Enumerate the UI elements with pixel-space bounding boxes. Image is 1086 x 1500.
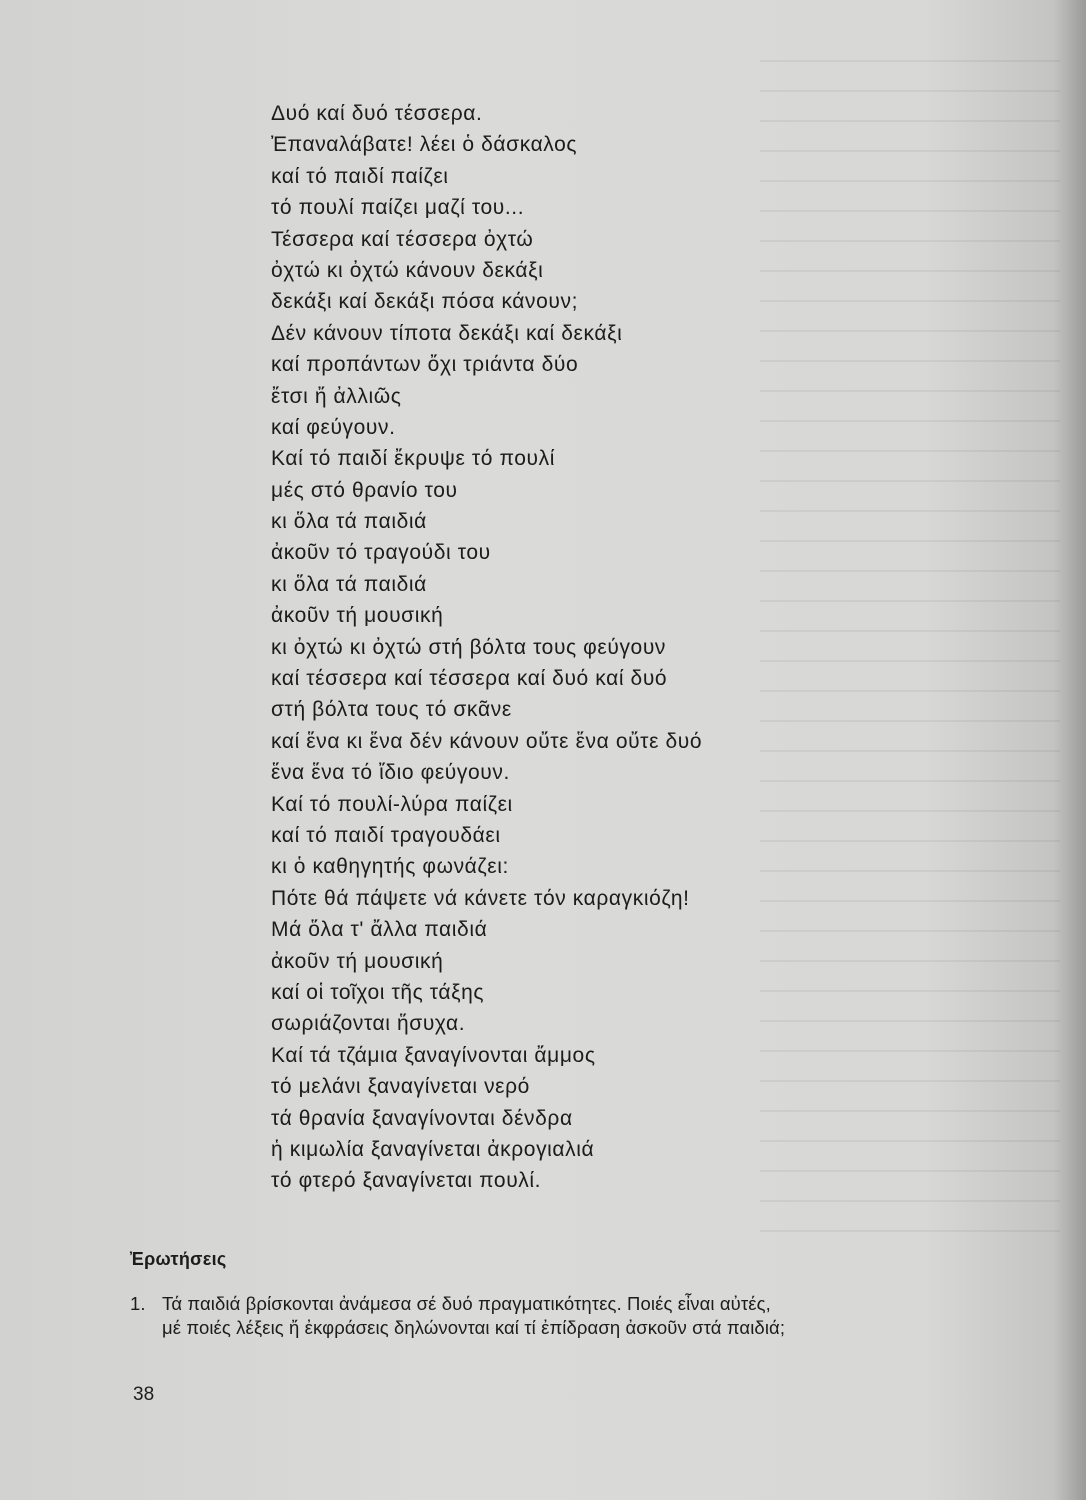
question-text-line: Τά παιδιά βρίσκονται ἀνάμεσα σέ δυό πραγματικότητες. Ποιές εἶναι αὐτές, — [162, 1293, 771, 1314]
poem-line: καί τέσσερα καί τέσσερα καί δυό καί δυό — [271, 667, 668, 691]
poem-line: ἕνα ἕνα τό ἴδιο φεύγουν. — [271, 761, 510, 785]
poem-line: στή βόλτα τους τό σκᾶνε — [271, 698, 512, 722]
poem-line: ἀκοῦν τή μουσική — [271, 604, 444, 628]
questions-heading: Ἐρωτήσεις — [130, 1249, 227, 1269]
poem-line: καί φεύγουν. — [271, 415, 396, 439]
show-through-texture — [760, 60, 1060, 1260]
poem-line: σωριάζονται ἥσυχα. — [271, 1012, 466, 1036]
poem-line: Ἐπαναλάβατε! λέει ὁ δάσκαλος — [271, 133, 578, 157]
poem-line: κι ὅλα τά παιδιά — [271, 572, 427, 596]
poem-line: Πότε θά πάψετε νά κάνετε τόν καραγκιόζη! — [271, 886, 690, 910]
poem-line: Μά ὅλα τ' ἄλλα παιδιά — [271, 918, 488, 942]
poem-line: καί οἱ τοῖχοι τῆς τάξης — [271, 980, 485, 1004]
questions-list — [130, 1292, 980, 1340]
question-number: 1. — [130, 1293, 146, 1314]
poem-line: μές στό θρανίο του — [271, 478, 458, 502]
poem-line: ἡ κιμωλία ξαναγίνεται ἀκρογιαλιά — [271, 1137, 595, 1161]
poem-line: Τέσσερα καί τέσσερα ὀχτώ — [271, 227, 534, 251]
poem-line: ἀκοῦν τή μουσική — [271, 949, 444, 973]
poem-line: τό φτερό ξαναγίνεται πουλί. — [271, 1169, 542, 1193]
poem-line: τό μελάνι ξαναγίνεται νερό — [271, 1075, 530, 1099]
poem-line: καί τό παιδί τραγουδάει — [271, 823, 501, 847]
poem-line: τό πουλί παίζει μαζί του... — [271, 196, 525, 220]
poem-line: τά θρανία ξαναγίνονται δένδρα — [271, 1106, 573, 1130]
poem-line: Καί τό πουλί-λύρα παίζει — [271, 792, 513, 816]
poem-line: ἀκοῦν τό τραγούδι του — [271, 541, 491, 565]
poem-line: κι ὁ καθηγητής φωνάζει: — [271, 855, 509, 879]
poem-line: καί ἕνα κι ἕνα δέν κάνουν οὔτε ἕνα οὔτε δυό — [271, 729, 703, 753]
poem-line: ἔτσι ἤ ἀλλιῶς — [271, 384, 402, 408]
poem-line: καί προπάντων ὄχι τριάντα δύο — [271, 353, 579, 377]
poem-line: κι ὀχτώ κι ὀχτώ στή βόλτα τους φεύγουν — [271, 635, 667, 659]
poem-line: Δέν κάνουν τίποτα δεκάξι καί δεκάξι — [271, 321, 623, 345]
poem-line: κι ὅλα τά παιδιά — [271, 510, 427, 534]
poem-line: δεκάξι καί δεκάξι πόσα κάνουν; — [271, 290, 579, 314]
poem-line: Καί τά τζάμια ξαναγίνονται ἄμμος — [271, 1043, 596, 1067]
question-item — [130, 1292, 980, 1340]
poem-line: Καί τό παιδί ἔκρυψε τό πουλί — [271, 447, 555, 471]
poem-line: ὀχτώ κι ὀχτώ κάνουν δεκάξι — [271, 258, 544, 282]
page-number: 38 — [133, 1384, 155, 1405]
poem-line: καί τό παιδί παίζει — [271, 164, 449, 188]
poem — [271, 98, 702, 1197]
question-text-line: μέ ποιές λέξεις ἤ ἐκφράσεις δηλώνονται καί τί ἐπίδραση ἀσκοῦν στά παιδιά; — [162, 1317, 786, 1338]
poem-line: Δυό καί δυό τέσσερα. — [271, 102, 483, 125]
